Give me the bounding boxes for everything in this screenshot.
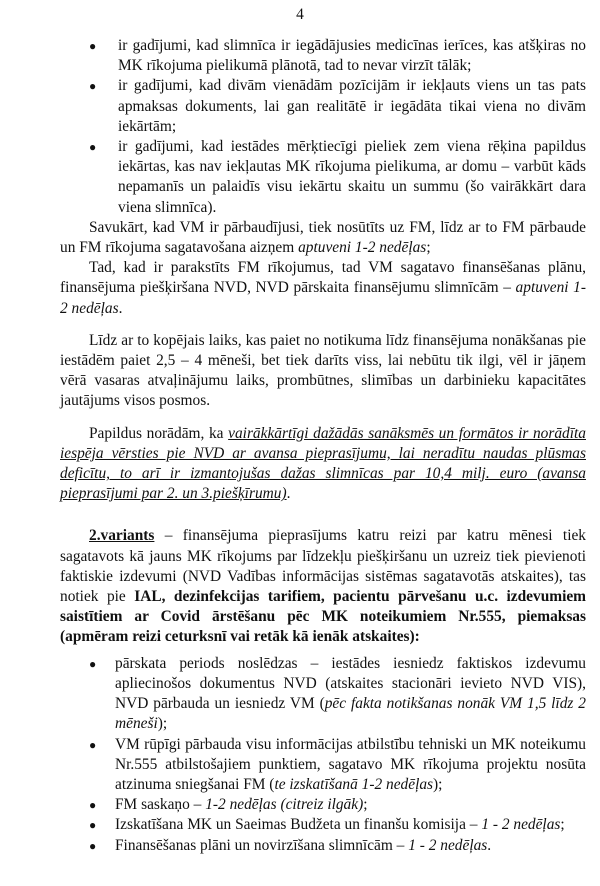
list-item <box>60 76 586 137</box>
list-item: ● Finansēšanas plāni un novirzīšana slimnīcām – 1 - 2 nedēļas. <box>60 836 586 856</box>
list-item: ● FM saskaņo – 1-2 nedēļas (citreiz ilgāk); <box>60 795 586 815</box>
list-item-text: ir gadījumi, kad iestādes mērķtiecīgi pieliek zem viena rēķina papildus iekārtas, kas nav iekļautas MK rīkojuma pielikuma, ar domu – varbūt kāds nepamanīs un palaidīs visu iekārtu skaitu un summu (šo vairākkārt dara viena slimnīca). <box>118 138 586 216</box>
duration-text: aptuveni 1-2 nedēļas <box>60 279 587 317</box>
bullet-icon: ● <box>89 39 97 53</box>
paragraph-savukart: Savukārt, kad VM ir pārbaudījusi, tiek nosūtīts uz FM, līdz ar to FM pārbaude un FM rīkojuma sagatavošana aizņem aptuveni 1-2 nedēļas; <box>60 218 586 257</box>
paragraph-lidz: Līdz ar to kopējais laiks, kas paiet no notikuma līdz finansējuma nonākšanas pie iestādēm paiet 2,5 – 4 mēneši, bet tiek darīts viss, lai nebūtu tik ilgi, vēl ir jāņem vērā vasaras atvaļinājumu laiks, prombūtnes, slimības un darbinieku kapacitātes jautājums visos posmos. <box>60 331 586 410</box>
bullet-icon: ● <box>89 737 97 752</box>
paragraph-papildus: Papildus norādām, ka vairākkārtīgi dažādās sanāksmēs un formātos ir norādīta iespēja vērsties pie NVD ar avansa pieprasījumu, lai neradītu naudas plūsmas deficītu, to arī ir izmantojušas dažas slimnīcas par 10,4 milj. euro (avansa pieprasījumi par 2. un 3.piešķīrumu). <box>60 424 586 503</box>
underlined-note: vairākkārtīgi dažādās sanāksmēs un formātos ir norādīta iespēja vērsties pie NVD ar avansa pieprasījumu, lai neradītu naudas plūsmas deficītu, to arī ir izmantojušas dažas slimnīcas par 10,4 milj. euro (avansa pieprasījumi par 2. un 3.piešķīrumu) <box>60 424 586 503</box>
variant-bold-text: IAL, dezinfekcijas tarifiem, pacientu pārvešanu u.c. izdevumiem saistītiem ar Covid ārstēšanu pēc MK noteikumiem Nr.555, piemaksas (apmēram reizi ceturksnī vai retāk kā ienāk atskaites): <box>60 588 587 646</box>
page-number: 4 <box>296 6 304 23</box>
bullet-icon: ● <box>89 838 97 853</box>
list-item: ● VM rūpīgi pārbauda visu informācijas atbilstību tehniski un MK noteikumu Nr.555 atbilstošajiem punktiem, sagatavo MK rīkojuma projektu nosūta atzinuma sniegšanai FM (te izskatīšanā 1-2 nedēļas); <box>89 735 586 793</box>
bullet-icon: ● <box>89 656 97 671</box>
paragraph-tad: Tad, kad ir parakstīts FM rīkojumus, tad VM sagatavo finansēšanas plānu, finansējuma piešķiršana NVD, NVD pārskaita finansējumu slimnīcām – aptuveni 1-2 nedēļas. <box>60 259 587 317</box>
list-item <box>60 36 586 76</box>
list-item: ● pārskata periods noslēdzas – iestādes iesniedz faktiskos izdevumu apliecinošos dokumentus NVD (atskaites stacionāri ievieto NVD VIS), NVD pārbauda un iesniedz VM (pēc fakta notikšanas nonāk VM 1,5 līdz 2 mēneši); <box>89 654 586 733</box>
document-body <box>60 36 586 856</box>
variant-label: 2.variants <box>89 527 155 545</box>
duration-text: aptuveni 1-2 nedēļas <box>298 239 427 257</box>
paragraph-variant2: 2.variants – finansējuma pieprasījums katru reizi par katru mēnesi tiek sagatavots kā jauns MK rīkojums par līdzekļu piešķiršanu un uzreiz tiek pievienoti faktiskie izdevumi (NVD Vadības informācijas sistēmas sagatavotās atskaites), tas notiek pie IAL, dezinfekcijas tarifiem, pacientu pārvešanu u.c. izdevumiem saistītiem ar Covid ārstēšanu pēc MK noteikumiem Nr.555, piemaksas (apmēram reizi ceturksnī vai retāk kā ienāk atskaites): <box>60 527 587 646</box>
list-item-text: ir gadījumi, kad divām vienādām pozīcijām ir iekļauts viens un tas pats apmaksas dokuments, lai gan realitātē ir iegādāta tikai viena no divām iekārtām; <box>118 77 586 135</box>
bullet-list-steps <box>60 654 586 856</box>
list-item: ● Izskatīšana MK un Saeimas Budžeta un finanšu komisija – 1 - 2 nedēļas; <box>60 815 586 835</box>
bullet-list-issues <box>60 36 586 218</box>
bullet-icon: ● <box>89 79 97 94</box>
list-item-text: ir gadījumi, kad slimnīca ir iegādājusies medicīnas ierīces, kas atšķiras no MK rīkojuma pielikumā plānotā, tad to nevar virzīt tālāk; <box>118 37 586 75</box>
bullet-icon: ● <box>89 798 97 813</box>
list-item <box>60 137 586 218</box>
bullet-icon: ● <box>89 818 97 833</box>
bullet-icon: ● <box>89 140 97 155</box>
